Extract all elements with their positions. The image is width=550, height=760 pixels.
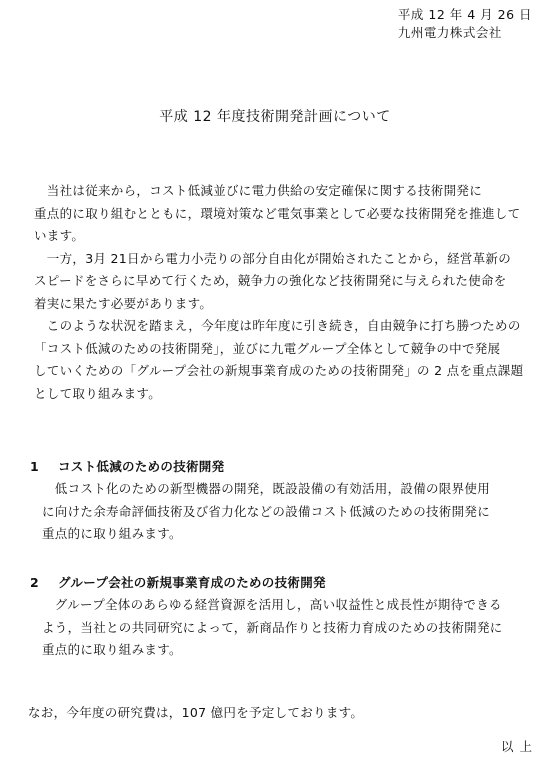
document-title: 平成 12 年度技術開発計画について [159,109,391,125]
intro-line: していくための「グループ会社の新規事業育成のための技術開発」の 2 点を重点課題 [34,363,524,378]
section-title: グループ会社の新規事業育成のための技術開発 [58,575,326,590]
issue-date: 平成 12 年 4 月 26 日 [397,7,532,22]
intro-line: 着実に果たす必要があります。 [34,295,213,311]
intro-line: 「コスト低減のための技術開発」，並びに九電グループ全体として競争の中で発展 [34,340,501,356]
intro-line: として取り組みます。 [34,385,162,401]
document-header [398,6,532,42]
intro-line: 重点的に取り組むとともに，環境対策など電気事業として必要な技術開発を推進して [34,205,521,221]
intro-line: 当社は従来から，コスト低減並びに電力供給の安定確保に関する技術開発に [34,183,483,198]
company-name: 九州電力株式会社 [397,25,502,40]
section-line: に向けた余寿命評価技術及び省力化などの設備コスト低減のための技術開発に [42,503,491,519]
section-1-heading [30,456,224,478]
section-2-body [42,594,542,662]
section-line: 重点的に取り組みます。 [42,642,182,657]
section-line: グループ全体のあらゆる経営資源を活用し，高い収益性と成長性が期待できる [42,597,502,612]
section-2-heading [30,572,326,594]
intro-paragraphs [34,180,542,405]
section-number: 1 [30,459,39,474]
section-line: 重点的に取り組みます。 [42,526,182,541]
budget-note: なお，今年度の研究費は，107 億円を予定しております。 [28,705,364,720]
section-line: よう，当社との共同研究によって，新商品作りと技術力育成のための技術開発に [42,619,503,635]
intro-line: 一方，3月 21日から電力小売りの部分自由化が開始されたことから，経営革新の [34,250,512,266]
intro-line: このような状況を踏まえ，今年度は昨年度に引き続き，自由競争に打ち勝つための [34,318,521,333]
section-number: 2 [30,575,39,590]
section-1-body [42,478,542,546]
section-title: コスト低減のための技術開発 [58,459,225,474]
intro-line: います。 [34,228,85,243]
closing-mark: 以上 [500,739,538,754]
section-line: 低コスト化のための新型機器の開発，既設設備の有効活用，設備の限界使用 [42,481,491,496]
intro-line: スピードをさらに早めて行くため，競争力の強化など技術開発に与えられた使命を [34,273,507,288]
